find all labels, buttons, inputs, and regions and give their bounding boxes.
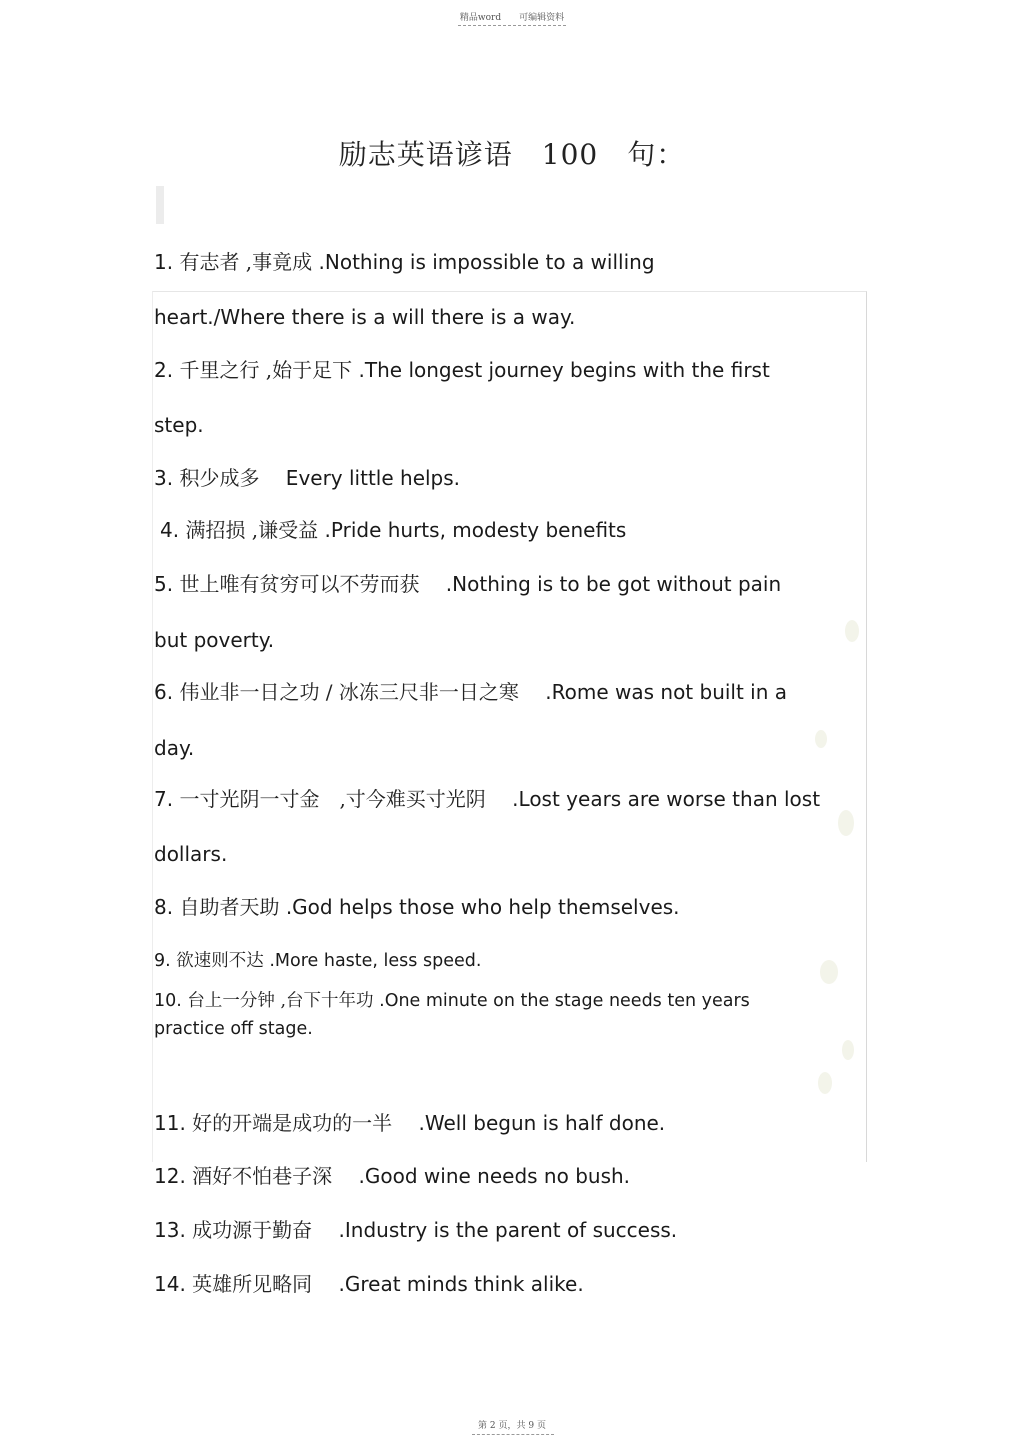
item-english: .Nothing is impossible to a willing	[318, 250, 655, 274]
item-english: Every little helps.	[265, 466, 461, 490]
item-chinese: 有志者 ,事竟成	[179, 250, 313, 274]
item-number: 4.	[160, 518, 180, 542]
item-number: 2.	[154, 358, 174, 382]
proverb-line	[154, 736, 194, 760]
scan-spot	[815, 730, 827, 748]
proverb-line	[154, 950, 481, 972]
item-english: but poverty.	[154, 628, 275, 652]
item-number: 10.	[154, 991, 182, 1011]
proverb-line	[154, 358, 770, 382]
scan-spot	[845, 620, 859, 642]
item-chinese: 英雄所见略同	[192, 1272, 313, 1296]
footer-divider	[472, 1434, 554, 1435]
item-number: 3.	[154, 466, 174, 490]
item-chinese: 一寸光阴一寸金 ,寸今难买寸光阴	[179, 787, 486, 811]
item-english: .Good wine needs no bush.	[338, 1164, 631, 1188]
scan-spot	[842, 1040, 854, 1060]
item-number: 14.	[154, 1272, 186, 1296]
item-english: .Great minds think alike.	[318, 1272, 584, 1296]
item-number: 7.	[154, 787, 174, 811]
item-english: .More haste, less speed.	[269, 951, 482, 971]
item-english: day.	[154, 736, 195, 760]
proverb-line	[154, 1164, 630, 1188]
item-english: .Well begun is half done.	[398, 1111, 666, 1135]
proverb-line	[154, 680, 787, 704]
item-chinese: 欲速则不达	[176, 951, 264, 971]
item-english: dollars.	[154, 842, 228, 866]
item-number: 13.	[154, 1218, 186, 1242]
item-english: step.	[154, 413, 204, 437]
proverb-line	[154, 1272, 584, 1296]
page-header: 精品word 可编辑资料	[459, 13, 565, 23]
item-english: practice off stage.	[154, 1019, 313, 1039]
proverb-line	[154, 305, 575, 329]
scan-spot	[838, 810, 854, 836]
item-english: .Rome was not built in a	[525, 680, 788, 704]
header-divider	[458, 25, 566, 26]
item-number: 1.	[154, 250, 174, 274]
item-chinese: 满招损 ,谦受益	[185, 518, 319, 542]
scan-spot	[818, 1072, 832, 1094]
item-english: .One minute on the stage needs ten years	[379, 991, 750, 1011]
item-chinese: 好的开端是成功的一半	[192, 1111, 393, 1135]
proverb-line	[154, 572, 781, 596]
margin-mark	[156, 186, 164, 224]
item-english: .The longest journey begins with the first	[358, 358, 770, 382]
proverb-line	[154, 628, 274, 652]
proverb-line	[154, 1218, 677, 1242]
item-english: .Lost years are worse than lost	[492, 787, 821, 811]
item-chinese: 千里之行 ,始于足下	[179, 358, 353, 382]
item-chinese: 台上一分钟 ,台下十年功	[187, 991, 374, 1011]
item-chinese: 积少成多	[179, 466, 260, 490]
item-number: 11.	[154, 1111, 186, 1135]
proverb-line	[154, 990, 750, 1012]
item-english: .Nothing is to be got without pain	[425, 572, 782, 596]
item-english: .Industry is the parent of success.	[318, 1218, 678, 1242]
document-title: 励志英语谚语 100 句：	[338, 138, 686, 171]
proverb-line	[154, 413, 204, 437]
item-number: 6.	[154, 680, 174, 704]
item-chinese: 伟业非一日之功 / 冰冻三尺非一日之寒	[179, 680, 519, 704]
proverb-line	[154, 1018, 313, 1040]
item-chinese: 世上唯有贫穷可以不劳而获	[179, 572, 420, 596]
page-footer: 第 2 页，共 9 页	[478, 1421, 546, 1431]
item-number: 12.	[154, 1164, 186, 1188]
item-chinese: 成功源于勤奋	[192, 1218, 313, 1242]
item-chinese: 自助者天助	[179, 895, 280, 919]
item-chinese: 酒好不怕巷子深	[192, 1164, 333, 1188]
proverb-line	[154, 466, 460, 490]
proverb-line	[160, 518, 626, 542]
item-number: 8.	[154, 895, 174, 919]
item-number: 5.	[154, 572, 174, 596]
item-english: .God helps those who help themselves.	[285, 895, 680, 919]
scan-spot	[820, 960, 838, 984]
item-english: heart./Where there is a will there is a way.	[154, 305, 576, 329]
proverb-line	[154, 787, 820, 811]
item-english: .Pride hurts, modesty benefits	[324, 518, 627, 542]
proverb-line	[154, 842, 227, 866]
item-number: 9.	[154, 951, 171, 971]
proverb-line	[154, 1111, 665, 1135]
proverb-line	[154, 250, 655, 274]
proverb-line	[154, 895, 680, 919]
